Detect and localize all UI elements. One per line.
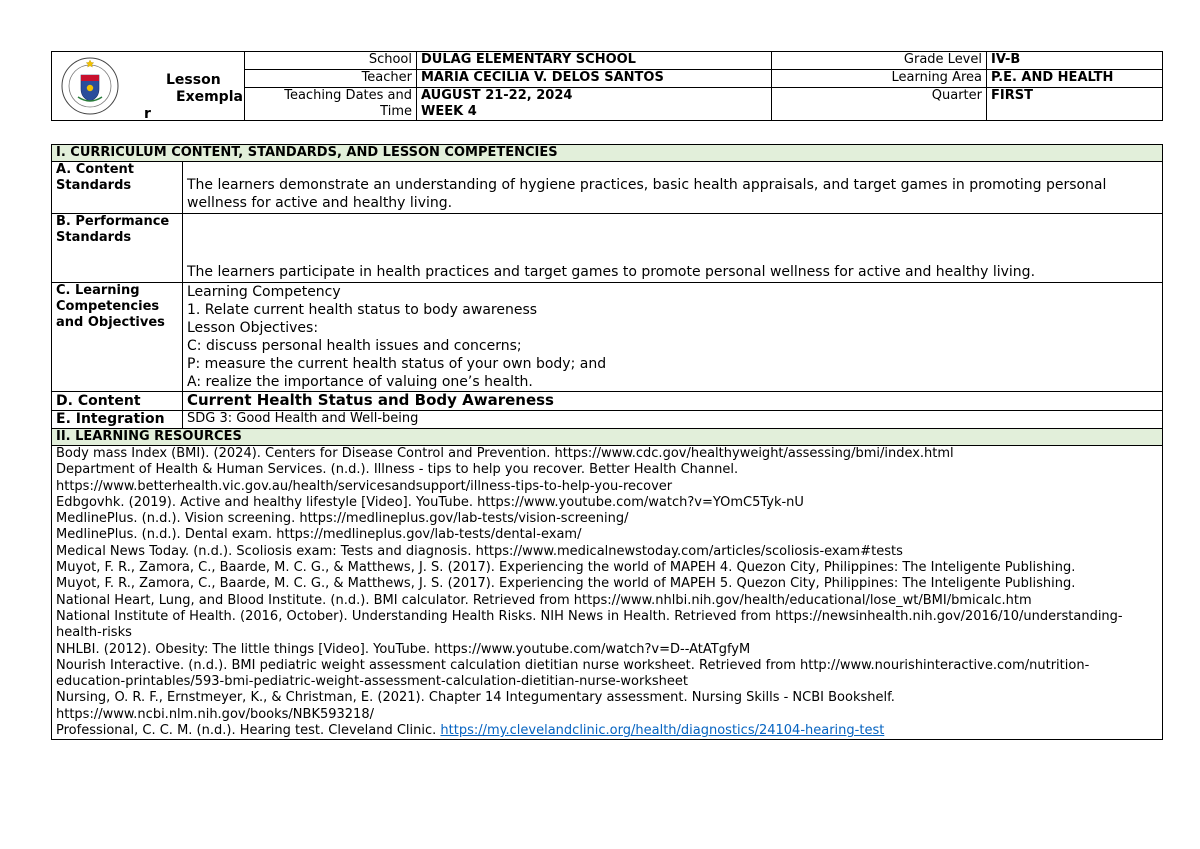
reference-text: Professional, C. C. M. (n.d.). Hearing test. Cleveland Clinic. [56,723,441,739]
title-line: r [144,106,151,122]
learning-area-value: P.E. AND HEALTH [987,70,1163,88]
reference-item: Nursing, O. R. F., Ernstmeyer, K., & Christman, E. (2021). Chapter 14 Integumentary assessment. Nursing Skills - NCBI Bookshelf. https://www.ncbi.nlm.nih.gov/books/NBK593218/ [56,690,895,722]
section-resources-header: II. LEARNING RESOURCES [52,429,1163,446]
integration-label: E. Integration [52,411,183,429]
hearing-test-link[interactable]: https://my.clevelandclinic.org/health/diagnostics/24104-hearing-test [440,723,885,739]
reference-item: National Institute of Health. (2016, October). Understanding Health Risks. NIH News in Health. Retrieved from https://newsinhealth.nih.gov/2016/10/understanding-health-risks [56,608,1123,641]
objectives-heading: Lesson Objectives: [187,320,319,336]
content-text: Current Health Status and Body Awareness [183,392,1163,411]
document-title [144,72,244,123]
teacher-label: Teacher [245,70,417,88]
performance-standards-text: The learners participate in health practices and target games to promote personal wellness for active and healthy living. [183,214,1163,283]
grade-label: Grade Level [772,52,987,70]
deped-seal-icon [60,56,120,116]
dates-label-line: Teaching Dates and [284,88,412,103]
content-label: D. Content [52,392,183,411]
dates-label [245,88,417,121]
competencies-label: C. Learning Competencies and Objectives [52,283,183,392]
dates-label-line: Time [380,104,412,119]
reference-item: Nourish Interactive. (n.d.). BMI pediatric weight assessment calculation dietitian nurse worksheet. Retrieved from http://www.nourishinteractive.com/nutrition-education-printables/593-bmi-pediatric-weight-assessment-calculation-dietitian-nurse-worksheet [56,657,1090,690]
references-cell [52,446,1163,740]
integration-text: SDG 3: Good Health and Well-being [183,411,1163,429]
header-table [51,51,1163,121]
reference-item: National Heart, Lung, and Blood Institute. (n.d.). BMI calculator. Retrieved from https://www.nhlbi.nih.gov/health/educational/lose_wt/BMI/bmicalc.htm [56,592,1032,608]
objective-item: C: discuss personal health issues and concerns; [187,338,522,354]
reference-item: NHLBI. (2012). Obesity: The little things [Video]. YouTube. https://www.youtube.com/watch?v=D--AtATgfyM [56,641,751,657]
dates-value [417,88,772,121]
learning-area-label: Learning Area [772,70,987,88]
grade-value: IV-B [987,52,1163,70]
logo-cell [52,52,245,121]
teacher-value: MARIA CECILIA V. DELOS SANTOS [417,70,772,88]
dates-text: AUGUST 21-22, 2024 [421,88,573,103]
competency-heading: Learning Competency [187,284,341,300]
reference-item: Medical News Today. (n.d.). Scoliosis exam: Tests and diagnosis. https://www.medicalnewstoday.com/articles/scoliosis-exam#tests [56,543,903,559]
competency-item: 1. Relate current health status to body awareness [187,302,538,318]
content-standards-text: The learners demonstrate an understanding of hygiene practices, basic health appraisals, and target games in promoting personal wellness for active and healthy living. [183,162,1163,214]
reference-item: Muyot, F. R., Zamora, C., Baarde, M. C. G., & Matthews, J. S. (2017). Experiencing the world of MAPEH 4. Quezon City, Philippines: The Inteligente Publishing. [56,560,1076,576]
school-label: School [245,52,417,70]
competencies-text [183,283,1163,392]
content-standards-label: A. Content Standards [52,162,183,214]
reference-item: Department of Health & Human Services. (n.d.). Illness - tips to help you recover. Better Health Channel. https://www.betterhealth.vic.gov.au/health/servicesandsupport/illness-tips-to-help-you-recover [56,462,739,494]
section-curriculum-header: I. CURRICULUM CONTENT, STANDARDS, AND LESSON COMPETENCIES [52,145,1163,162]
reference-item: Body mass Index (BMI). (2024). Centers for Disease Control and Prevention. https://www.cdc.gov/healthyweight/assessing/bmi/index.html [56,446,954,461]
reference-item: Muyot, F. R., Zamora, C., Baarde, M. C. G., & Matthews, J. S. (2017). Experiencing the world of MAPEH 5. Quezon City, Philippines: The Inteligente Publishing. [56,576,1076,592]
quarter-label: Quarter [772,88,987,121]
curriculum-table [51,144,1163,740]
week-text: WEEK 4 [421,104,477,119]
reference-item: MedlinePlus. (n.d.). Vision screening. https://medlineplus.gov/lab-tests/vision-screening/ [56,511,629,527]
title-line: Exempla [176,89,243,105]
title-line: Lesson [166,72,221,88]
performance-standards-label: B. Performance Standards [52,214,183,283]
reference-item: MedlinePlus. (n.d.). Dental exam. https://medlineplus.gov/lab-tests/dental-exam/ [56,527,582,543]
objective-item: A: realize the importance of valuing one’s health. [187,374,533,390]
objective-item: P: measure the current health status of your own body; and [187,356,607,372]
reference-item-last [56,723,1158,739]
school-value: DULAG ELEMENTARY SCHOOL [417,52,772,70]
quarter-value: FIRST [987,88,1163,121]
reference-item: Edbgovhk. (2019). Active and healthy lifestyle [Video]. YouTube. https://www.youtube.com/watch?v=YOmC5Tyk-nU [56,494,804,510]
